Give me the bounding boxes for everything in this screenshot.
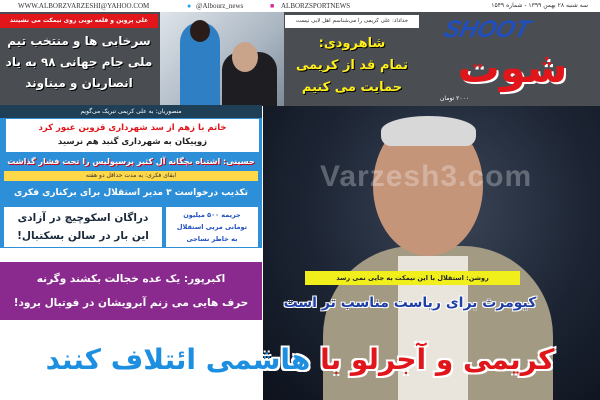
headline-line: تمام قد از کریمی [296, 58, 408, 73]
main-yellow-label: روشن: استقلال با این نیمکت به جایی نمی رسد [305, 271, 520, 285]
news-line: جریمه ۵۰۰ میلیون [183, 211, 241, 219]
masthead-logo [420, 12, 600, 106]
headline-line: ملی جام جهانی ۹۸ به یاد [5, 55, 153, 69]
dark-news-bar: منصوریان: به علی کریمی تبریک می‌گویم [0, 105, 262, 118]
instagram-handle: ALBORZSPORTNEWS [281, 2, 351, 10]
news-line: اکبرپور: یک عده خجالت بکشند وگرنه [36, 273, 226, 285]
news-item-fekri: تکذیب درخواست ۳ مدیر استقلال برای برکناری فکری [13, 188, 249, 198]
logo-fa: شوت [457, 43, 568, 92]
top-middle-headline [286, 33, 418, 99]
news-line: این بار در سالن بسکتبال! [17, 230, 149, 242]
twitter-icon: ● [187, 2, 192, 10]
news-item-akbarpour [0, 262, 262, 320]
headline-mid: با [320, 343, 342, 376]
headline-blue: هاشمی ائتلاف کنند [45, 343, 311, 376]
headline-line: انصاریان و میناوند [25, 76, 133, 90]
news-red: خاتم با زهم از سد شهرداری قزوین عبور کرد [38, 123, 227, 133]
news-line: به خاطر نساجی [186, 235, 238, 243]
news-line: حرف هایی می زنم آبرویشان در فوتبال برود! [13, 297, 249, 309]
headline-line: سرخابی ها و منتخب تیم [7, 34, 151, 48]
top-left-label: علی پروین و قلعه نویی روی نیمکت می نشینند [0, 14, 158, 28]
logo-en: SHOOT [440, 16, 534, 43]
headline-red: کریمی و آجرلو [350, 343, 555, 376]
news-black: زوپیکان به شهرداری گنبد هم نرسید [57, 137, 208, 147]
top-left-headline [0, 31, 158, 94]
news-line: دراگان اسکوچیچ در آزادی [17, 212, 149, 224]
news-line: تومانی مربی استقلال [176, 223, 248, 231]
covid-test-photo [160, 12, 284, 106]
watermark: Varzesh3.com [320, 160, 533, 193]
top-info-bar [0, 0, 600, 12]
price: ۲۰۰۰ تومان [440, 95, 470, 102]
email-text: WWW.ALBORZVARZESHI@YAHOO.COM [18, 2, 150, 10]
news-item-yellow: ابقای فکری: به مدت حداقل دو هفته [4, 171, 258, 181]
news-item-fine [166, 207, 258, 247]
main-subhead: کیومرث برای ریاست مناسب تر است [283, 295, 537, 311]
news-item-dragan [4, 207, 162, 247]
instagram-icon: ■ [270, 2, 275, 10]
headline-line: حمایت می کنیم [301, 80, 403, 95]
top-middle-label: خداداد: علی کریمی را می‌شناسم اهل لابی نیست [285, 15, 419, 28]
twitter-handle: @Albourz_news [196, 2, 244, 10]
date-issue: سه شنبه ۲۸ بهمن ۱۳۹۹ - شماره ۱۵۴۹ [491, 2, 588, 9]
headline-line: شاهرودی: [318, 36, 386, 51]
news-item-hosseini: حسینی: اشتباه بچگانه آل کثیر پرسپولیس را تحت فشار گذاشت [7, 157, 255, 166]
news-item-khatam [6, 119, 259, 152]
main-headline [0, 332, 600, 388]
